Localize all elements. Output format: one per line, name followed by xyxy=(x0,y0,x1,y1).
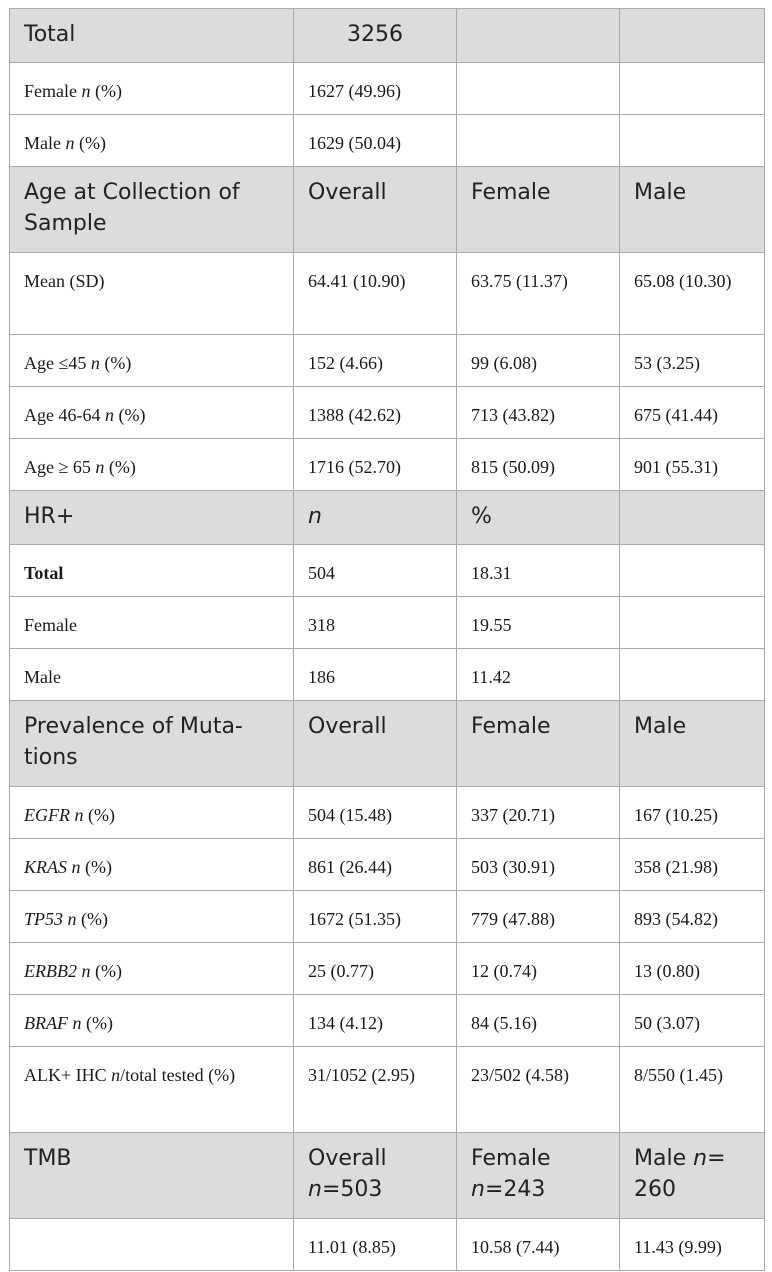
cell-overall: 504 (15.48) xyxy=(294,787,457,839)
cell-female: 779 (47.88) xyxy=(457,891,620,943)
col-header-male: Male xyxy=(620,167,765,253)
row-label: Total xyxy=(10,545,294,597)
empty-cell xyxy=(620,63,765,115)
cell-female: 815 (50.09) xyxy=(457,439,620,491)
cell-female: 10.58 (7.44) xyxy=(457,1219,620,1271)
empty-cell xyxy=(620,9,765,63)
cell-female: 23/502 (4.58) xyxy=(457,1047,620,1133)
cell-percent: 11.42 xyxy=(457,649,620,701)
cell-n: 318 xyxy=(294,597,457,649)
demographics-table xyxy=(9,8,765,1271)
empty-cell xyxy=(620,491,765,545)
total-label: Total xyxy=(10,9,294,63)
cell-female: 337 (20.71) xyxy=(457,787,620,839)
tmb-section-title: TMB xyxy=(10,1133,294,1219)
table-row xyxy=(10,891,765,943)
row-label: TP53 n (%) xyxy=(10,891,294,943)
cell-overall: 11.01 (8.85) xyxy=(294,1219,457,1271)
row-label: ALK+ IHC n/total tested (%) xyxy=(10,1047,294,1133)
cell-n: 186 xyxy=(294,649,457,701)
table-row xyxy=(10,943,765,995)
table-row xyxy=(10,597,765,649)
cell-male: 13 (0.80) xyxy=(620,943,765,995)
row-label: BRAF n (%) xyxy=(10,995,294,1047)
col-header-overall: Overall xyxy=(294,701,457,787)
table-row xyxy=(10,649,765,701)
cell-male: 675 (41.44) xyxy=(620,387,765,439)
row-label: Age ≤45 n (%) xyxy=(10,335,294,387)
cell-n: 504 xyxy=(294,545,457,597)
col-header-overall: Overall xyxy=(294,167,457,253)
row-label: Mean (SD) xyxy=(10,253,294,335)
row-label: Age ≥ 65 n (%) xyxy=(10,439,294,491)
col-header-female: Female n=243 xyxy=(457,1133,620,1219)
table-row xyxy=(10,387,765,439)
empty-cell xyxy=(457,9,620,63)
cell-female: 63.75 (11.37) xyxy=(457,253,620,335)
table-row xyxy=(10,1219,765,1271)
total-value: 3256 xyxy=(294,9,457,63)
col-header-male: Male xyxy=(620,701,765,787)
row-label xyxy=(10,1219,294,1271)
cell-value: 1627 (49.96) xyxy=(294,63,457,115)
cell-percent: 18.31 xyxy=(457,545,620,597)
col-header-overall: Overall n=503 xyxy=(294,1133,457,1219)
tmb-header-row xyxy=(10,1133,765,1219)
row-label: Male xyxy=(10,649,294,701)
row-label: ERBB2 n (%) xyxy=(10,943,294,995)
cell-male: 53 (3.25) xyxy=(620,335,765,387)
col-header-female: Female xyxy=(457,167,620,253)
cell-male: 358 (21.98) xyxy=(620,839,765,891)
table-row xyxy=(10,439,765,491)
cell-overall: 1388 (42.62) xyxy=(294,387,457,439)
row-label: Female xyxy=(10,597,294,649)
cell-female: 503 (30.91) xyxy=(457,839,620,891)
cell-male: 167 (10.25) xyxy=(620,787,765,839)
table-row xyxy=(10,787,765,839)
hr-section-title: HR+ xyxy=(10,491,294,545)
age-section-title: Age at Collection of Sample xyxy=(10,167,294,253)
cell-female: 12 (0.74) xyxy=(457,943,620,995)
col-header-percent: % xyxy=(457,491,620,545)
table-row xyxy=(10,63,765,115)
cell-female: 84 (5.16) xyxy=(457,995,620,1047)
cell-male: 50 (3.07) xyxy=(620,995,765,1047)
empty-cell xyxy=(620,649,765,701)
cell-male: 901 (55.31) xyxy=(620,439,765,491)
col-header-female: Female xyxy=(457,701,620,787)
table-row xyxy=(10,1047,765,1133)
cell-overall: 64.41 (10.90) xyxy=(294,253,457,335)
cell-male: 65.08 (10.30) xyxy=(620,253,765,335)
table-row xyxy=(10,115,765,167)
row-label: Female n (%) xyxy=(10,63,294,115)
empty-cell xyxy=(620,597,765,649)
table-row xyxy=(10,839,765,891)
table-row xyxy=(10,335,765,387)
age-header-row xyxy=(10,167,765,253)
total-header-row xyxy=(10,9,765,63)
row-label: EGFR n (%) xyxy=(10,787,294,839)
table-row xyxy=(10,545,765,597)
cell-percent: 19.55 xyxy=(457,597,620,649)
cell-male: 11.43 (9.99) xyxy=(620,1219,765,1271)
cell-overall: 1716 (52.70) xyxy=(294,439,457,491)
mutations-header-row xyxy=(10,701,765,787)
col-header-n: n xyxy=(294,491,457,545)
cell-male: 893 (54.82) xyxy=(620,891,765,943)
row-label: Male n (%) xyxy=(10,115,294,167)
cell-female: 99 (6.08) xyxy=(457,335,620,387)
empty-cell xyxy=(620,545,765,597)
table-row xyxy=(10,995,765,1047)
cell-overall: 25 (0.77) xyxy=(294,943,457,995)
cell-overall: 1672 (51.35) xyxy=(294,891,457,943)
empty-cell xyxy=(620,115,765,167)
hr-header-row xyxy=(10,491,765,545)
cell-overall: 861 (26.44) xyxy=(294,839,457,891)
cell-female: 713 (43.82) xyxy=(457,387,620,439)
cell-value: 1629 (50.04) xyxy=(294,115,457,167)
cell-overall: 134 (4.12) xyxy=(294,995,457,1047)
cell-male: 8/550 (1.45) xyxy=(620,1047,765,1133)
col-header-male: Male n= 260 xyxy=(620,1133,765,1219)
row-label: Age 46-64 n (%) xyxy=(10,387,294,439)
empty-cell xyxy=(457,63,620,115)
cell-overall: 31/1052 (2.95) xyxy=(294,1047,457,1133)
cell-overall: 152 (4.66) xyxy=(294,335,457,387)
mutations-section-title: Prevalence of Muta- tions xyxy=(10,701,294,787)
table-row xyxy=(10,253,765,335)
row-label: KRAS n (%) xyxy=(10,839,294,891)
empty-cell xyxy=(457,115,620,167)
